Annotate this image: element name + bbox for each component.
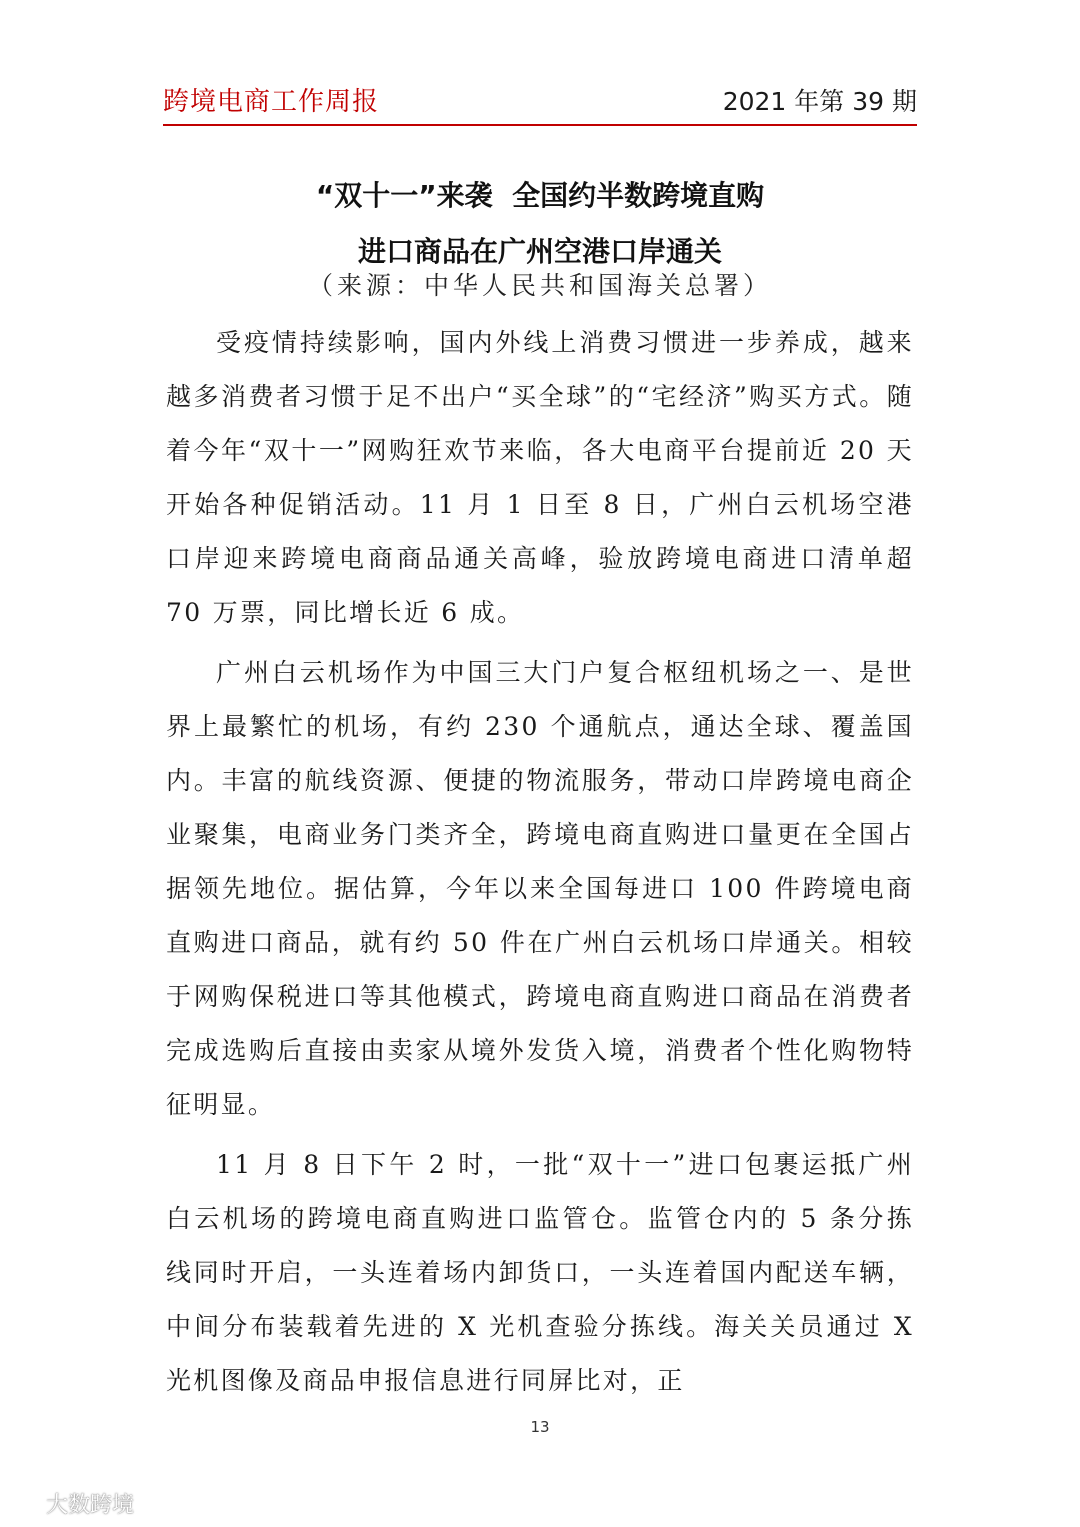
article-body — [166, 316, 914, 1414]
article-title — [160, 168, 920, 280]
issue-number: 2021 年第 39 期 — [722, 87, 917, 116]
weibo-eye-icon — [2, 1491, 40, 1517]
article-source: （来源：中华人民共和国海关总署） — [307, 271, 772, 300]
publication-name: 跨境电商工作周报 — [163, 87, 380, 117]
watermark — [2, 1488, 134, 1519]
page-number: 13 — [530, 1418, 550, 1436]
paragraph-2: 广州白云机场作为中国三大门户复合枢纽机场之一、是世界上最繁忙的机场，有约 230 个通航点，通达全球、覆盖国内。丰富的航线资源、便捷的物流服务，带动口岸跨境电商企业聚集，电商业务门类齐全，跨境电商直购进口量更在全国占据领先地位。据估算，今年以来全国每进口 100 件跨境电商直购进口商品，就有约 50 件在广州白云机场口岸通关。相较于网购保税进口等其他模式，跨境电商直购进口商品在消费者完成选购后直接由卖家从境外发货入境，消费者个性化购物特征明显。 — [166, 658, 914, 1119]
page-header — [163, 74, 917, 126]
article-title-line-1: “双十一”来袭 全国约半数跨境直购 — [315, 179, 765, 212]
paragraph-3: 11 月 8 日下午 2 时，一批“双十一”进口包裹运抵广州白云机场的跨境电商直购进口监管仓。监管仓内的 5 条分拣线同时开启，一头连着场内卸货口，一头连着国内配送车辆，中间分布装载着先进的 X 光机查验分拣线。海关关员通过 X 光机图像及商品申报信息进行同屏比对，正 — [166, 1150, 914, 1395]
article-title-line-2: 进口商品在广州空港口岸通关 — [357, 235, 722, 268]
watermark-text: 大数跨境 — [46, 1493, 135, 1518]
paragraph-1: 受疫情持续影响，国内外线上消费习惯进一步养成，越来越多消费者习惯于足不出户“买全球”的“宅经济”购买方式。随着今年“双十一”网购狂欢节来临，各大电商平台提前近 20 天开始各种促销活动。11 月 1 日至 8 日，广州白云机场空港口岸迎来跨境电商商品通关高峰，验放跨境电商进口清单超 70 万票，同比增长近 6 成。 — [166, 328, 914, 627]
